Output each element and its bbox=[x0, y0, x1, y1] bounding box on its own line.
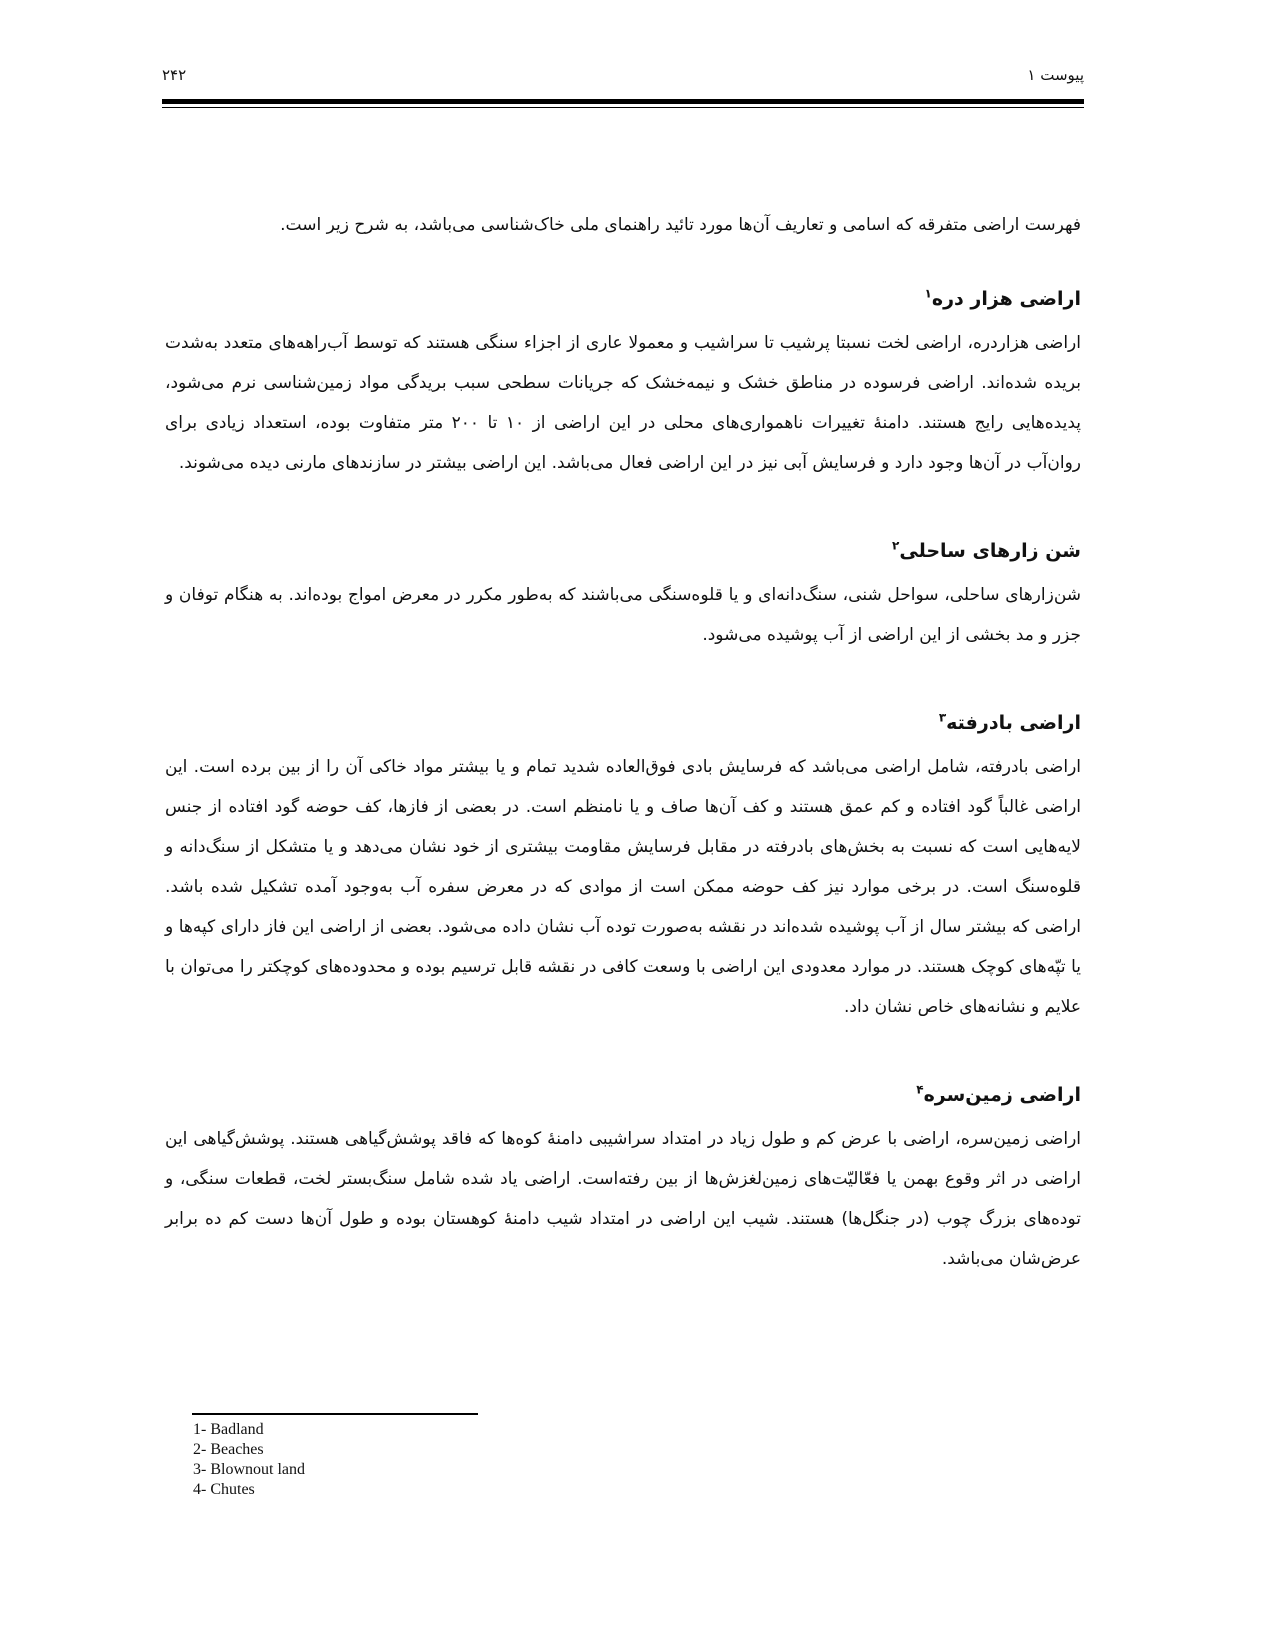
section-chutes bbox=[165, 1075, 1081, 1279]
footnote-marker: ۴ bbox=[916, 1082, 924, 1097]
section-title: اراضی هزار دره bbox=[931, 288, 1081, 310]
section-heading bbox=[165, 279, 1081, 319]
intro-paragraph: فهرست اراضی متفرقه که اسامی و تعاریف آن‌ها مورد تائید راهنمای ملی خاک‌شناسی می‌باشد، به شرح زیر است. bbox=[280, 215, 1081, 235]
section-heading bbox=[165, 531, 1081, 571]
footnote-item: 3- Blownout land bbox=[193, 1461, 305, 1478]
page-number: ۲۴۲ bbox=[162, 66, 187, 84]
footnote-item: 2- Beaches bbox=[193, 1441, 264, 1458]
section-title: اراضی بادرفته bbox=[946, 712, 1081, 734]
header-rule-thick bbox=[162, 99, 1084, 104]
page-body bbox=[165, 205, 1081, 1327]
footnote-item: 4- Chutes bbox=[193, 1481, 255, 1498]
section-blownout-land bbox=[165, 703, 1081, 1027]
footnote-marker: ۳ bbox=[938, 710, 947, 725]
page-header bbox=[162, 66, 1084, 88]
section-heading bbox=[165, 703, 1081, 743]
section-badland bbox=[165, 279, 1081, 483]
section-title: اراضی زمین‌سره bbox=[923, 1084, 1081, 1106]
section-paragraph: اراضی هزاردره، اراضی لخت نسبتا پرشیب تا سراشیب و معمولا عاری از اجزاء سنگی هستند که توسط آب‌راهه‌های متعدد به‌شدت بریده شده‌اند. اراضی فرسوده در مناطق خشک و نیمه‌خشک که جریانات سطحی سبب بریدگی مواد زمین‌شناسی نرم می‌شود، پدیده‌هایی رایج هستند. دامنهٔ تغییرات ناهمواری‌های محلی در این اراضی از ۱۰ تا ۲۰۰ متر متفاوت بوده، استعداد زیادی برای روان‌آب در آن‌ها وجود دارد و فرسایش آبی نیز در این اراضی فعال می‌باشد. این اراضی بیشتر در سازندهای مارنی دیده می‌شوند. bbox=[165, 333, 1081, 473]
section-heading bbox=[165, 1075, 1081, 1115]
header-rule-thin bbox=[162, 107, 1084, 108]
section-title: شن زارهای ساحلی bbox=[899, 540, 1081, 562]
footnote-marker: ۲ bbox=[892, 538, 900, 553]
footnote-item: 1- Badland bbox=[193, 1421, 264, 1438]
footnote-marker: ۱ bbox=[924, 286, 932, 301]
footnote-separator bbox=[192, 1413, 478, 1415]
section-paragraph: اراضی زمین‌سره، اراضی با عرض کم و طول زیاد در امتداد سراشیبی دامنهٔ کوه‌ها که فاقد پوشش‌گیاهی هستند. پوشش‌گیاهی این اراضی در اثر وقوع بهمن یا فعّالیّت‌های زمین‌لغزش‌ها از بین رفته‌است. اراضی یاد شده شامل سنگ‌بستر لخت، قطعات سنگی، و توده‌های بزرگ چوب (در جنگل‌ها) هستند. شیب این اراضی در امتداد شیب دامنهٔ کوهستان بوده و طول آن‌ها دست کم ده برابر عرض‌شان می‌باشد. bbox=[165, 1129, 1081, 1269]
section-paragraph: اراضی بادرفته، شامل اراضی می‌باشد که فرسایش بادی فوق‌العاده شدید تمام و یا بیشتر مواد خاکی آن را از بین برده است. این اراضی غالباً گود افتاده و کم عمق هستند و کف آن‌ها صاف و یا نامنظم است. در بعضی از فازها، کف حوضه گود افتاده از جنس لایه‌هایی است که نسبت به بخش‌های بادرفته در مقابل فرسایش مقاومت بیشتری از خود نشان می‌دهد و یا متشکل از سنگ‌دانه و قلوه‌سنگ است. در برخی موارد نیز کف حوضه ممکن است از موادی که در معرض سفره آب به‌وجود آمده تشکیل شده باشد. اراضی که بیشتر سال از آب پوشیده شده‌اند در نقشه به‌صورت توده آب نشان داده می‌شود. بعضی از اراضی این فاز دارای کپه‌ها و یا تپّه‌های کوچک هستند. در موارد معدودی این اراضی با وسعت کافی در نقشه قابل ترسیم بوده و محدوده‌های کوچکتر را می‌توان با علایم و نشانه‌های خاص نشان داد. bbox=[165, 757, 1081, 1017]
footnotes bbox=[193, 1420, 593, 1500]
section-beaches bbox=[165, 531, 1081, 655]
running-header-section: پیوست ۱ bbox=[1027, 66, 1084, 84]
section-paragraph: شن‌زارهای ساحلی، سواحل شنی، سنگ‌دانه‌ای و یا قلوه‌سنگی می‌باشند که به‌طور مکرر در معرض امواج بوده‌اند. به هنگام توفان و جزر و مد بخشی از این اراضی از آب پوشیده می‌شود. bbox=[165, 585, 1081, 645]
